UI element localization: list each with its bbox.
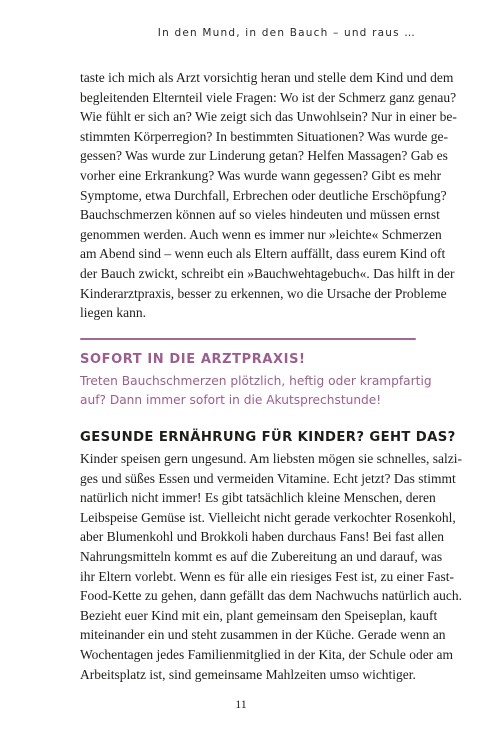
text-line: Kinder speisen gern ungesund. Am liebsten mögen sie schnelles, salzi- (80, 451, 463, 466)
text-line: genommen werden. Auch wenn es immer nur »leichte« Schmerzen (80, 226, 442, 242)
text-line: Arbeitsplatz ist, sind gemeinsame Mahlzeiten umso wichtiger. (80, 666, 416, 682)
text-line: Bauchschmerzen können auf so vieles hindeuten und müssen ernst (80, 207, 440, 223)
text-line: Wie fühlt er sich an? Wie zeigt sich das Unwohlsein? Nur in einer be- (80, 109, 457, 125)
text-line: der Bauch zwickt, schreibt ein »Bauchwehtagebuch«. Das hilft in der (80, 265, 455, 281)
infobox-line: auf? Dann immer sofort in die Akutsprechstunde! (80, 392, 382, 407)
infobox-line: Treten Bauchschmerzen plötzlich, heftig oder krampfartig (80, 374, 432, 388)
text-line: ges und süßes Essen und vermeiden Vitamine. Echt jetzt? Das stimmt (80, 470, 456, 486)
section-heading: GESUNDE ERNÄHRUNG FÜR KINDER? GEHT DAS? (80, 430, 456, 445)
text-line: begleitenden Elternteil viele Fragen: Wo ist der Schmerz ganz genau? (80, 89, 457, 105)
infobox-text (80, 372, 432, 409)
text-line: Leibspeise Gemüse ist. Vielleicht nicht gerade verkochter Rosenkohl, (80, 509, 456, 525)
text-line: ihr Eltern vorlebt. Wenn es für alle ein riesiges Fest ist, zu einer Fast- (80, 568, 454, 584)
text-line: gessen? Was wurde zur Linderung getan? Helfen Massagen? Gab es (80, 148, 448, 164)
text-line: am Abend sind – wenn euch als Eltern auffällt, dass eurem Kind oft (80, 246, 446, 262)
text-line: Food-Kette zu gehen, dann gefällt das dem Nachwuchs natürlich auch. (80, 588, 462, 604)
body-paragraph-2 (80, 449, 463, 684)
page-number: 11 (235, 697, 247, 711)
infobox-divider (80, 338, 416, 340)
text-line: Symptome, etwa Durchfall, Erbrechen oder deutliche Erschöpfung? (80, 187, 447, 203)
infobox-title: SOFORT IN DIE ARZTPRAXIS! (80, 352, 306, 367)
text-line: aber Blumenkohl und Brokkoli haben durchaus Fans! Bei fast allen (80, 529, 445, 545)
text-line: miteinander ein und steht zusammen in der Küche. Gerade wenn an (80, 627, 446, 643)
text-line: Kinderarztpraxis, besser zu erkennen, wo die Ursache der Probleme (80, 285, 447, 301)
running-head: In den Mund, in den Bauch – und raus … (157, 27, 416, 39)
text-line: Wochentagen jedes Familienmitglied in der Kita, der Schule oder am (80, 646, 454, 662)
text-line: Nahrungsmitteln kommt es auf die Zubereitung an und darauf, was (80, 548, 443, 564)
body-paragraph-1 (80, 68, 457, 323)
text-line: liegen kann. (80, 305, 146, 321)
text-line: natürlich nicht immer! Es gibt tatsächlich kleine Menschen, deren (80, 490, 436, 506)
text-line: stimmten Körperregion? In bestimmten Situationen? Was wurde ge- (80, 128, 448, 144)
text-line: Bezieht euer Kind mit ein, plant gemeinsam den Speiseplan, kauft (80, 607, 438, 623)
text-line: vorher eine Erkrankung? Was wurde wann gegessen? Gibt es mehr (80, 167, 442, 183)
text-line: taste ich mich als Arzt vorsichtig heran und stelle dem Kind und dem (80, 70, 454, 85)
